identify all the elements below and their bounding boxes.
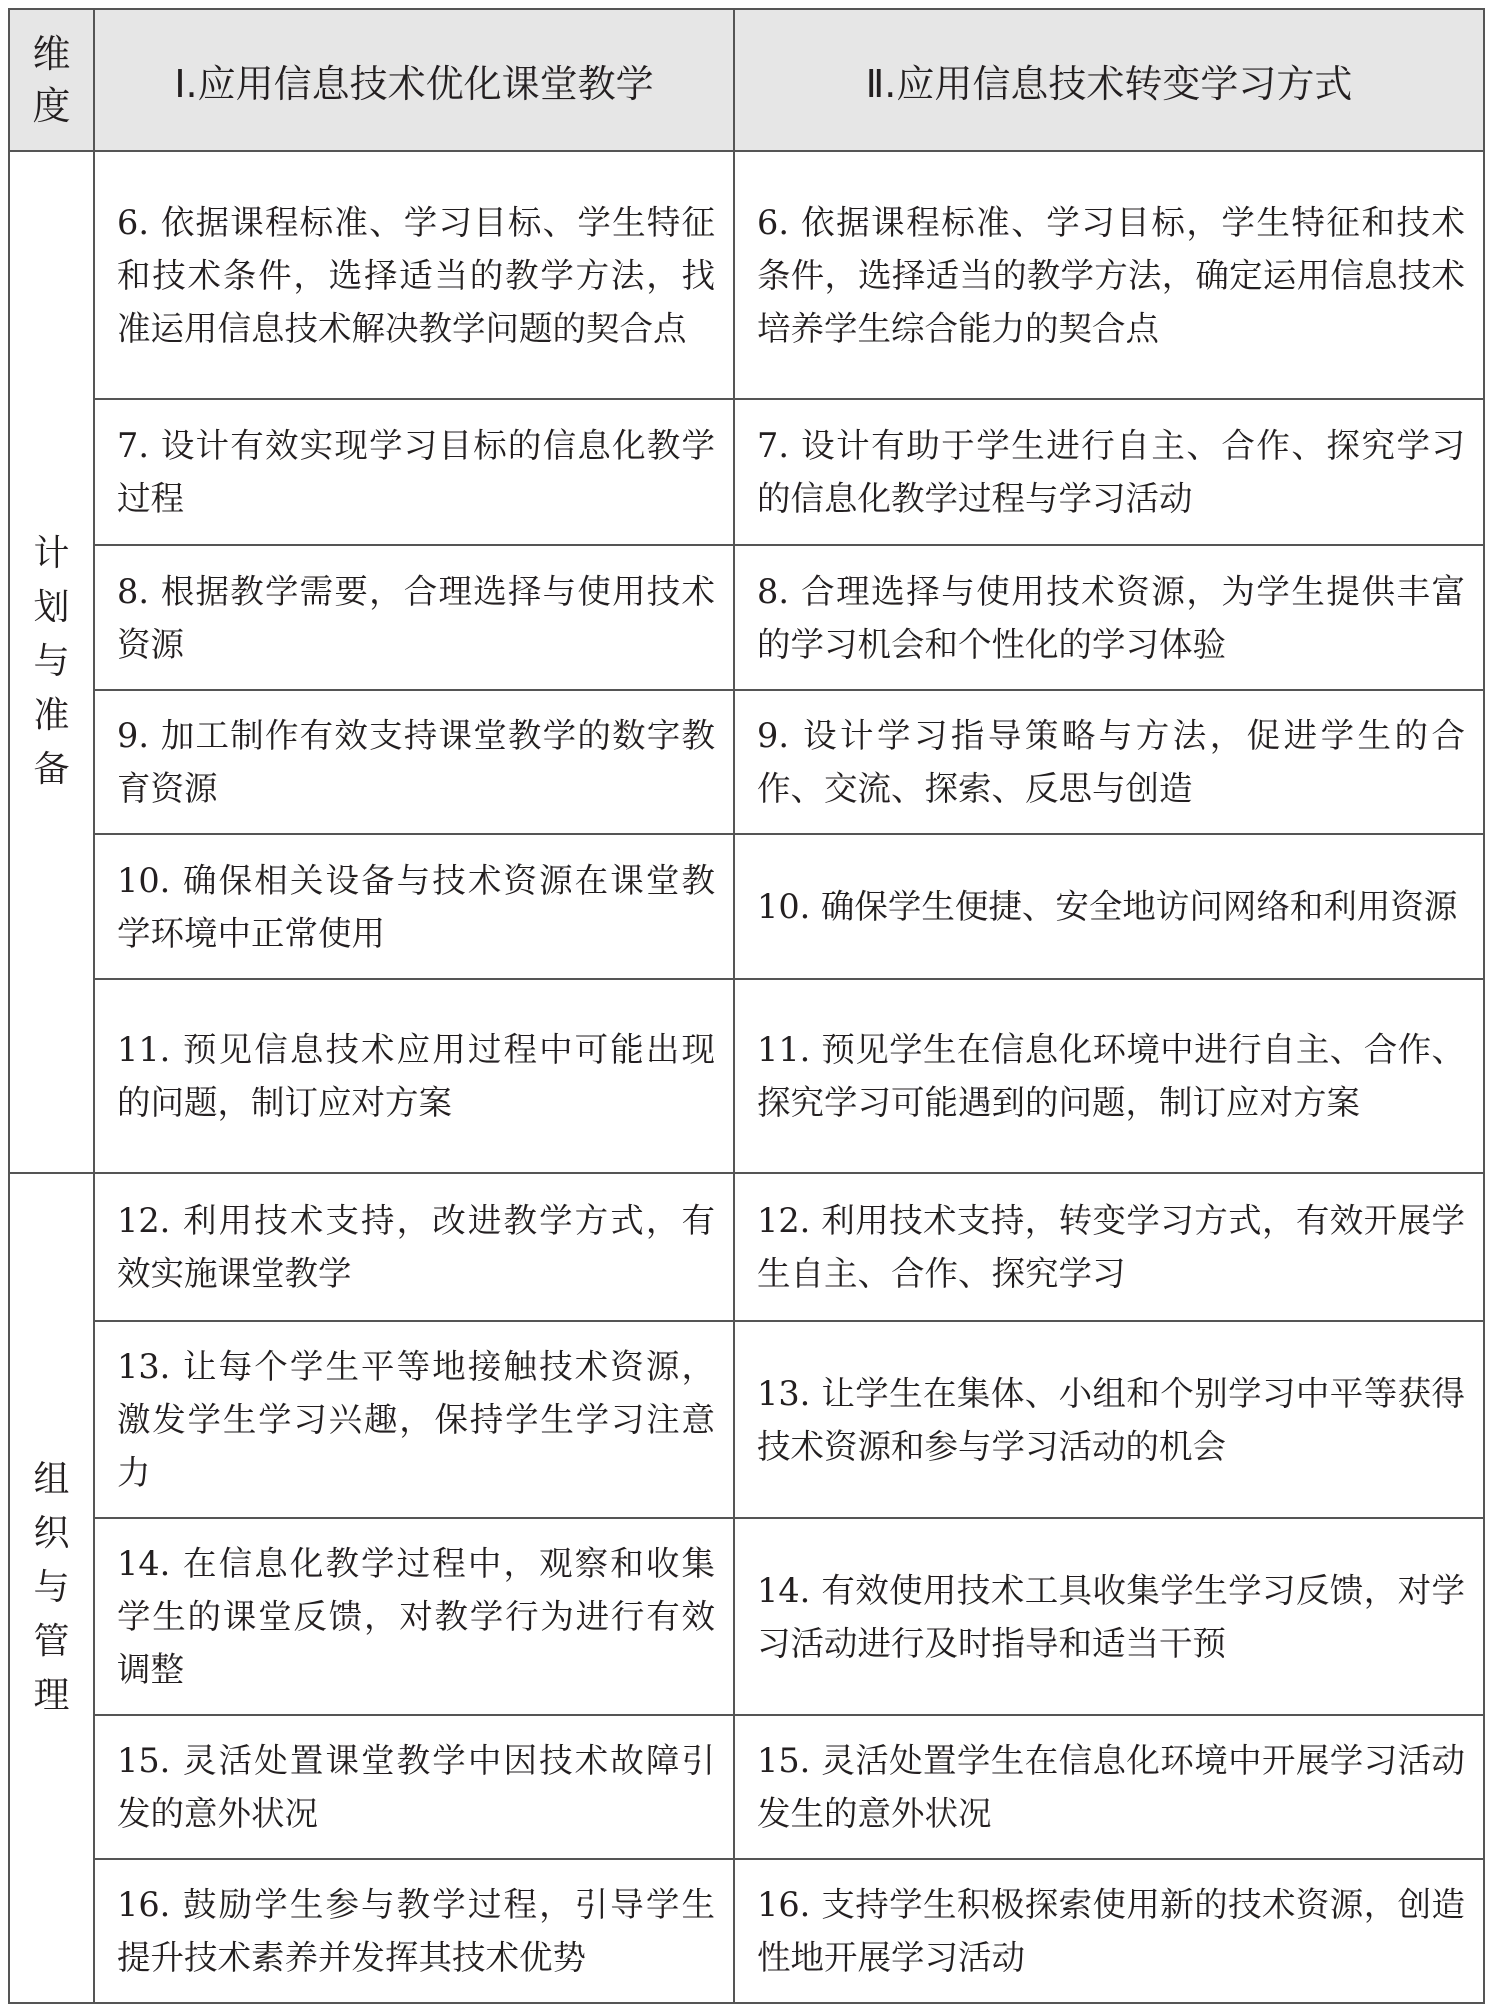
standards-table-wrapper [8, 8, 1483, 2004]
dimension-char: 准 [33, 695, 70, 736]
cell-transform-11: 11. 预见学生在信息化环境中进行自主、合作、探究学习可能遇到的问题，制订应对方案 [734, 979, 1484, 1173]
cell-optimize-10: 10. 确保相关设备与技术资源在课堂教学环境中正常使用 [94, 834, 734, 979]
table-row [9, 151, 1484, 399]
cell-optimize-16: 16. 鼓励学生参与教学过程，引导学生提升技术素养并发挥其技术优势 [94, 1859, 734, 2003]
cell-transform-13: 13. 让学生在集体、小组和个别学习中平等获得技术资源和参与学习活动的机会 [734, 1321, 1484, 1518]
table-row [9, 1518, 1484, 1715]
header-dimension-char: 度 [32, 84, 71, 128]
cell-transform-14: 14. 有效使用技术工具收集学生学习反馈，对学习活动进行及时指导和适当干预 [734, 1518, 1484, 1715]
cell-optimize-6: 6. 依据课程标准、学习目标、学生特征和技术条件，选择适当的教学方法，找准运用信息技术解决教学问题的契合点 [94, 151, 734, 399]
cell-transform-7: 7. 设计有助于学生进行自主、合作、探究学习的信息化教学过程与学习活动 [734, 399, 1484, 545]
cell-transform-9: 9. 设计学习指导策略与方法，促进学生的合作、交流、探索、反思与创造 [734, 690, 1484, 834]
table-row [9, 834, 1484, 979]
cell-optimize-9: 9. 加工制作有效支持课堂教学的数字教育资源 [94, 690, 734, 834]
dimension-organize-manage [9, 1173, 94, 2003]
cell-optimize-14: 14. 在信息化教学过程中，观察和收集学生的课堂反馈，对教学行为进行有效调整 [94, 1518, 734, 1715]
dimension-char: 管 [33, 1621, 70, 1662]
header-column-1: Ⅰ.应用信息技术优化课堂教学 [94, 9, 734, 151]
dimension-char: 织 [33, 1513, 70, 1554]
cell-transform-16: 16. 支持学生积极探索使用新的技术资源，创造性地开展学习活动 [734, 1859, 1484, 2003]
cell-transform-6: 6. 依据课程标准、学习目标，学生特征和技术条件，选择适当的教学方法，确定运用信息技术培养学生综合能力的契合点 [734, 151, 1484, 399]
dimension-char: 与 [33, 641, 70, 682]
table-row [9, 1173, 1484, 1321]
cell-transform-12: 12. 利用技术支持，转变学习方式，有效开展学生自主、合作、探究学习 [734, 1173, 1484, 1321]
table-row [9, 399, 1484, 545]
dimension-plan-prepare [9, 151, 94, 1173]
dimension-char: 划 [33, 587, 70, 628]
dimension-char: 组 [33, 1459, 70, 1500]
dimension-char: 计 [33, 533, 70, 574]
header-dimension-char: 维 [32, 32, 71, 76]
table-row [9, 1859, 1484, 2003]
dimension-char: 与 [33, 1567, 70, 1608]
table-row [9, 1321, 1484, 1518]
header-row [9, 9, 1484, 151]
table-row [9, 979, 1484, 1173]
table-row [9, 690, 1484, 834]
cell-optimize-7: 7. 设计有效实现学习目标的信息化教学过程 [94, 399, 734, 545]
cell-transform-15: 15. 灵活处置学生在信息化环境中开展学习活动发生的意外状况 [734, 1715, 1484, 1859]
table-row [9, 545, 1484, 690]
cell-optimize-11: 11. 预见信息技术应用过程中可能出现的问题，制订应对方案 [94, 979, 734, 1173]
header-column-2: Ⅱ.应用信息技术转变学习方式 [734, 9, 1484, 151]
cell-optimize-12: 12. 利用技术支持，改进教学方式，有效实施课堂教学 [94, 1173, 734, 1321]
cell-transform-10: 10. 确保学生便捷、安全地访问网络和利用资源 [734, 834, 1484, 979]
cell-optimize-15: 15. 灵活处置课堂教学中因技术故障引发的意外状况 [94, 1715, 734, 1859]
table-row [9, 1715, 1484, 1859]
cell-optimize-8: 8. 根据教学需要，合理选择与使用技术资源 [94, 545, 734, 690]
cell-optimize-13: 13. 让每个学生平等地接触技术资源，激发学生学习兴趣，保持学生学习注意力 [94, 1321, 734, 1518]
dimension-char: 备 [33, 749, 70, 790]
header-dimension [9, 9, 94, 151]
dimension-char: 理 [33, 1675, 70, 1716]
standards-table [8, 8, 1485, 2004]
cell-transform-8: 8. 合理选择与使用技术资源，为学生提供丰富的学习机会和个性化的学习体验 [734, 545, 1484, 690]
